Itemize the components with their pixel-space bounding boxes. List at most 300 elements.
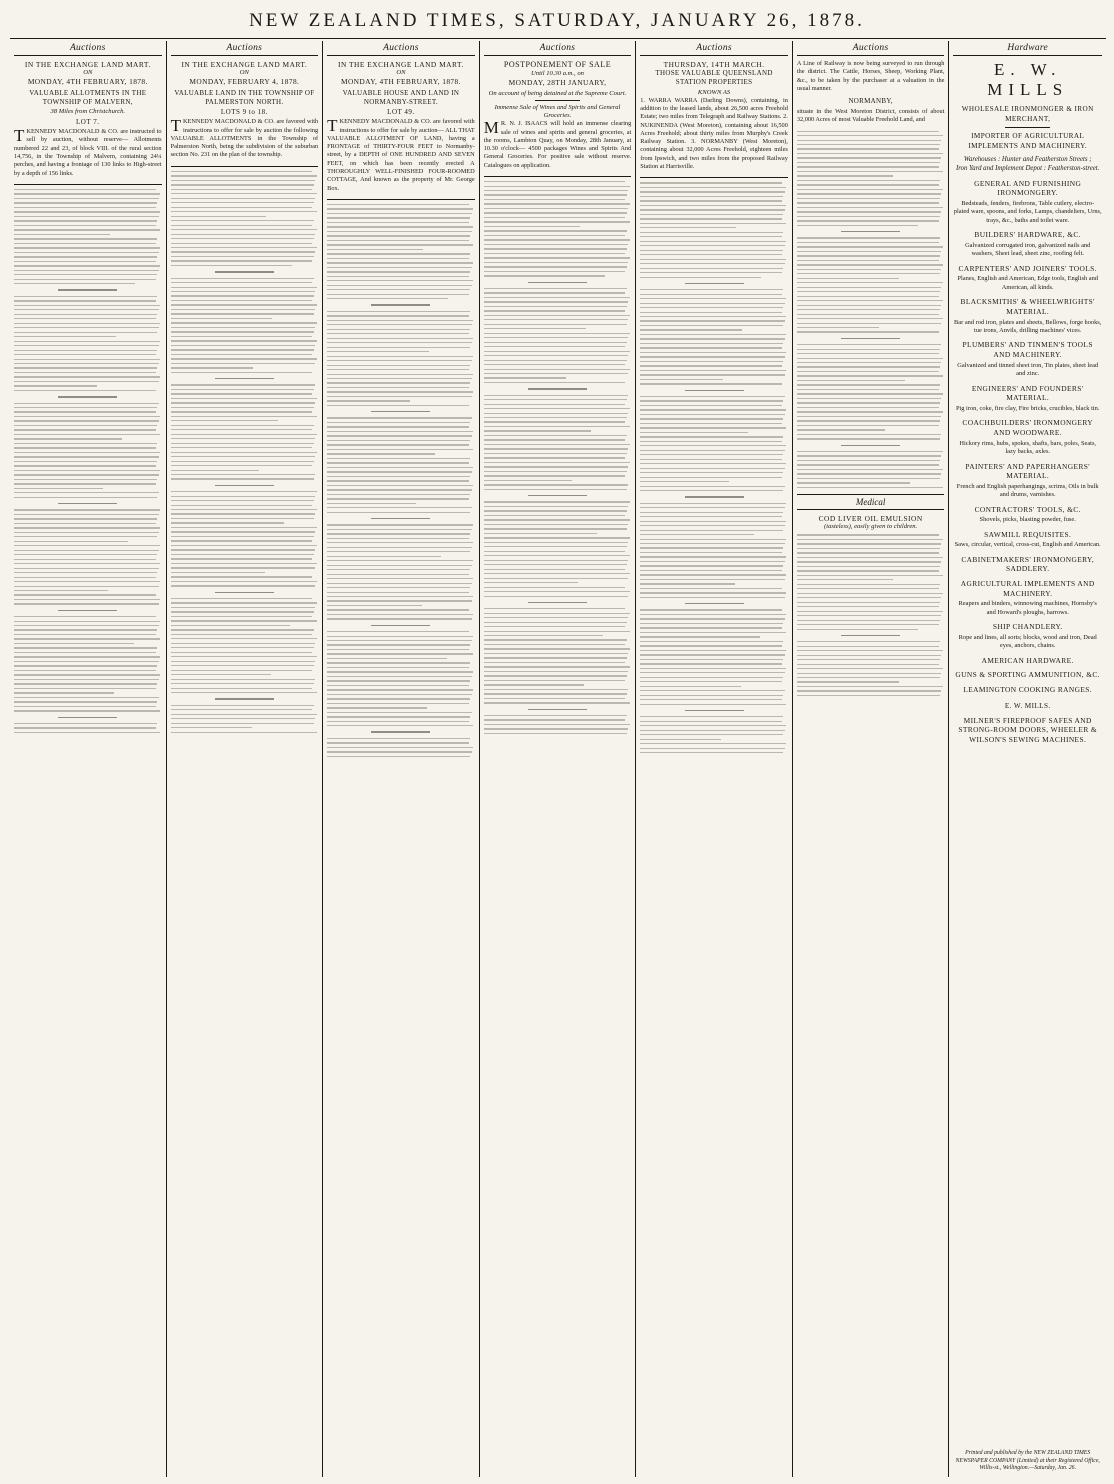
text-line [797,695,940,696]
text-line [797,615,942,616]
sale-date: MONDAY, 28TH JANUARY, [508,77,607,87]
text-filler [797,534,945,696]
notice-text: KENNEDY MACDONALD & CO. are favored with instructions to offer for sale by auction— ALL THAT VALUABLE ALLOTMENT OF LAND, having a FRONTAGE of THIRTY-FOUR FEET to Normanby-street, by a DEPTH of ONE HUNDRED AND SEVEN FEET, on which has been recently erected A THOROUGHLY WELL-FINISHED FOUR-ROOMED COTTAGE, And known as the property of Mr. George Box. [327,118,475,192]
text-line [58,396,117,397]
drop-cap: T [14,126,25,146]
text-line [171,656,317,657]
text-line [327,426,469,427]
text-line [171,234,316,235]
text-line [327,494,470,495]
text-line [14,479,157,480]
on-label: ON [239,69,249,77]
text-line [484,617,629,618]
text-line [327,208,473,209]
text-line [14,220,157,221]
drop-cap: M [483,118,499,138]
text-line [14,256,157,257]
text-line [327,315,469,316]
text-line [484,555,630,556]
text-line [327,347,470,348]
text-line [327,422,470,423]
text-line [484,519,630,520]
text-line [484,413,629,414]
text-line [14,193,160,194]
text-line [640,743,786,744]
text-line [171,714,317,715]
text-line [640,232,783,233]
text-line [797,180,940,181]
text-line [484,471,627,472]
text-line [484,306,627,307]
text-line [640,263,785,264]
text-line [797,331,939,332]
text-line [484,542,629,543]
text-line [14,536,157,537]
notice-body [484,120,632,170]
text-line [484,430,592,431]
text-line [640,663,782,664]
text-line [327,551,470,552]
text-line [484,533,598,534]
divider [484,176,632,177]
text-line [171,661,316,662]
text-line [171,518,314,519]
text-line [171,189,313,190]
text-line [640,525,785,526]
text-line [484,573,630,574]
text-line [640,254,782,255]
column-2 [167,41,324,1477]
text-line [640,699,782,700]
text-line [640,329,742,330]
text-line [14,706,156,707]
text-line [327,587,470,588]
text-line [327,485,473,486]
text-line [14,359,160,360]
text-line [797,273,940,274]
text-line [14,345,159,346]
text-line [640,512,783,513]
text-line [484,546,627,547]
text-line [327,444,469,445]
text-line [14,238,157,239]
text-line [797,455,942,456]
text-line [171,389,314,390]
auction-notice [171,60,319,160]
hardware-section-heading: CABINETMAKERS' IRONMONGERY, SADDLERY. [961,554,1095,574]
auction-notice [797,60,945,125]
text-line [327,213,472,214]
text-line [327,524,473,525]
text-line [484,439,626,440]
text-line [14,563,160,564]
masthead-title: NEW ZEALAND TIMES, SATURDAY, JANUARY 26, 1878. [249,10,865,31]
text-line [171,349,314,350]
text-line [171,567,316,568]
text-line [171,513,316,514]
text-line [640,530,783,531]
auction-notice [14,60,162,178]
text-line [797,579,893,580]
text-line [484,288,627,289]
text-line [640,503,786,504]
text-line [484,248,627,249]
text-line [327,378,472,379]
text-line [797,552,939,553]
text-line [640,721,782,722]
text-line [14,350,157,351]
text-line [14,318,156,319]
text-line [640,343,783,344]
text-line [640,187,786,188]
text-line [327,253,470,254]
text-line [14,638,160,639]
text-line [640,623,783,624]
text-line [327,440,470,441]
mills-tagline: WHOLESALE IRONMONGER & IRON MERCHANT, [961,105,1094,124]
divider [640,177,788,178]
sale-date: MONDAY, 4TH FEBRUARY, 1878. [27,77,148,87]
text-line [640,214,783,215]
hardware-section-heading: SHIP CHANDLERY. [992,622,1063,632]
text-line [171,229,317,230]
hardware-section-heading: GUNS & SPORTING AMMUNITION, &C. [955,670,1100,680]
text-line [797,237,940,238]
text-line [327,725,473,726]
text-line [14,341,160,342]
text-line [171,545,317,546]
text-line [171,318,273,319]
text-line [14,443,157,444]
text-line [327,569,470,570]
text-line [484,587,626,588]
text-line [327,685,469,686]
divider [171,166,319,167]
text-line [797,389,939,390]
text-line [484,528,627,529]
hardware-section-heading: PAINTERS' AND PAPERHANGERS' MATERIAL. [965,461,1091,481]
hardware-section-heading: CONTRACTORS' TOOLS, &C. [974,504,1081,514]
text-line [327,298,448,299]
text-line [14,492,159,493]
text-line [327,512,470,513]
text-line [327,694,472,695]
sale-title: NORMANBY, [848,97,893,106]
text-line [640,454,783,455]
text-line [14,559,156,560]
text-line [640,654,785,655]
text-line [171,265,292,266]
text-line [484,377,567,378]
text-line [484,626,626,627]
text-line [484,360,627,361]
lot-number: LOTS 9 to 18. [220,108,268,117]
text-filler [171,171,319,733]
text-line [171,527,317,528]
text-line [484,578,629,579]
text-line [14,470,160,471]
text-line [327,435,472,436]
text-line [484,728,629,729]
text-line [640,463,786,464]
auction-notice [484,60,632,170]
text-line [215,698,274,699]
text-line [14,314,157,315]
text-line [797,650,943,651]
text-line [14,643,134,644]
text-line [640,268,783,269]
text-line [327,285,472,286]
hardware-section-heading: BLACKSMITHS' & WHEELWRIGHTS' MATERIAL. [960,297,1095,316]
text-line [171,727,252,728]
text-line [841,231,900,232]
medical-subtitle: (tasteless), easily given to children. [824,523,918,531]
text-line [14,447,156,448]
text-line [484,346,626,347]
text-line [685,710,744,711]
mills-yard: Iron Yard and Implement Depot : Featherston-street. [955,165,1100,173]
text-line [484,408,630,409]
text-line [327,489,472,490]
text-line [797,171,943,172]
text-line [797,314,939,315]
text-line [797,575,943,576]
text-line [797,411,943,412]
text-line [484,203,630,204]
text-line [797,629,918,630]
text-line [484,582,578,583]
text-line [640,459,782,460]
hardware-section-heading: BUILDERS' HARDWARE, &C. [974,230,1082,240]
text-line [327,431,473,432]
text-line [14,545,160,546]
text-line [797,659,940,660]
text-line [797,309,940,310]
text-line [797,464,939,465]
text-line [14,372,156,373]
text-line [797,189,943,190]
on-label: ON [83,69,93,77]
text-line [797,668,943,669]
text-line [171,616,313,617]
text-line [797,420,940,421]
text-line [640,490,783,491]
text-line [797,469,943,470]
text-line [484,199,626,200]
text-line [797,393,943,394]
text-line [327,244,473,245]
text-line [528,495,587,496]
text-line [171,256,314,257]
text-line [58,610,117,611]
text-line [171,260,313,261]
text-line [171,670,313,671]
printer-imprint: Printed and published by the NEW ZEALAND TIMES NEWSPAPER COMPANY (Limited) at their Registered Office, Willis-st., Wellington.—Saturday, Jan. 26. [955,1450,1100,1472]
text-line [528,602,587,603]
text-line [371,411,430,412]
text-line [797,202,939,203]
hardware-section-heading: PLUMBERS' AND TINMEN'S TOOLS AND MACHINERY. [962,340,1093,360]
text-line [14,247,160,248]
text-line [327,471,472,472]
text-line [327,467,473,468]
text-line [685,603,744,604]
text-line [14,474,159,475]
text-line [484,453,627,454]
text-line [14,300,156,301]
mills-warehouses: Warehouses : Hunter and Featherston Streets ; [963,156,1092,164]
text-line [171,563,317,564]
text-line [327,320,473,321]
text-line [327,667,469,668]
text-line [14,599,160,600]
hardware-section-list: Saws, circular, vertical, cross-cut, English and American. [954,541,1101,549]
text-line [484,693,627,694]
hardware-section-heading: GENERAL AND FURNISHING IRONMONGERY. [974,178,1082,198]
text-line [327,742,469,743]
text-line [484,702,630,703]
text-line [327,618,472,619]
text-line [484,653,629,654]
text-line [327,507,472,508]
text-line [797,349,940,350]
text-line [484,421,626,422]
text-line [640,539,786,540]
text-line [640,725,786,726]
divider [327,199,475,200]
text-line [14,710,160,711]
text-line [797,264,943,265]
text-line [640,547,783,548]
text-line [484,235,626,236]
text-line [484,417,627,418]
text-line [484,253,626,254]
text-line [327,676,472,677]
text-line [327,751,472,752]
text-line [171,461,314,462]
column-1 [10,41,167,1477]
text-line [640,250,783,251]
text-line [640,659,783,660]
text-line [327,649,469,650]
text-line [797,593,943,594]
text-line [484,395,629,396]
text-line [14,229,160,230]
text-filler [484,181,632,734]
text-line [371,518,430,519]
hardware-section-list: Galvanized corrugated iron, galvanized nails and washers, Sheet lead, sheet zinc, roofing felt. [965,241,1091,258]
text-line [327,565,472,566]
text-line [640,259,786,260]
newspaper-columns [10,41,1106,1477]
text-line [215,271,274,272]
text-line [14,697,159,698]
text-line [14,309,159,310]
text-line [484,351,630,352]
text-line [58,503,117,504]
text-line [14,274,157,275]
text-line [171,665,314,666]
sale-heading: IN THE EXCHANGE LAND MART. [24,60,151,69]
mills-tagline-2: IMPORTER OF AGRICULTURAL IMPLEMENTS AND MACHINERY. [968,132,1088,151]
text-line [797,162,940,163]
text-line [14,234,110,235]
hardware-section-list: Pig iron, coke, fire clay, Fire bricks, crucibles, black tin. [955,404,1100,412]
hardware-sections [953,179,1102,695]
text-line [14,634,156,635]
text-line [640,543,785,544]
text-filler [797,131,945,488]
text-line [640,579,785,580]
text-line [171,572,265,573]
text-line [640,294,782,295]
text-line [640,303,785,304]
text-line [797,646,939,647]
text-line [327,560,473,561]
sale-note: On account of being detained at the Supreme Court. [488,89,627,97]
medical-title: COD LIVER OIL EMULSION [818,514,923,523]
hardware-section-heading: LEAMINGTON COOKING RANGES. [963,685,1093,694]
text-line [797,327,880,328]
text-line [640,574,786,575]
text-line [640,370,786,371]
text-line [171,531,316,532]
medical-section-header: Medical [797,494,945,510]
text-line [797,353,939,354]
text-line [797,570,939,571]
text-line [327,529,472,530]
text-line [484,399,627,400]
text-line [327,600,472,601]
text-line [640,650,786,651]
text-line [484,564,627,565]
text-line [327,258,469,259]
hardware-section-list: Shovels, picks, blasting powder, fuse. [979,516,1076,524]
text-line [14,616,156,617]
text-line [171,723,314,724]
text-line [484,596,629,597]
text-line [640,396,785,397]
text-line [484,698,626,699]
text-line [327,503,416,504]
text-line [327,596,473,597]
text-line [484,666,630,667]
text-line [327,653,473,654]
text-line [640,450,785,451]
notice-body [171,118,319,159]
text-line [484,262,629,263]
text-line [797,451,943,452]
column-3 [323,41,480,1477]
hardware-section-heading: AGRICULTURAL IMPLEMENTS AND MACHINERY. [960,579,1095,598]
text-line [171,291,316,292]
text-line [171,247,317,248]
text-line [484,364,626,365]
text-line [484,186,630,187]
column-header: Auctions [171,41,319,56]
text-line [640,481,729,482]
text-line [484,369,630,370]
text-line [171,540,313,541]
text-line [484,333,630,334]
text-line [484,524,629,525]
text-line [171,732,317,733]
text-line [171,638,317,639]
text-line [640,561,785,562]
text-line [640,507,785,508]
text-line [327,342,472,343]
text-line [797,588,939,589]
